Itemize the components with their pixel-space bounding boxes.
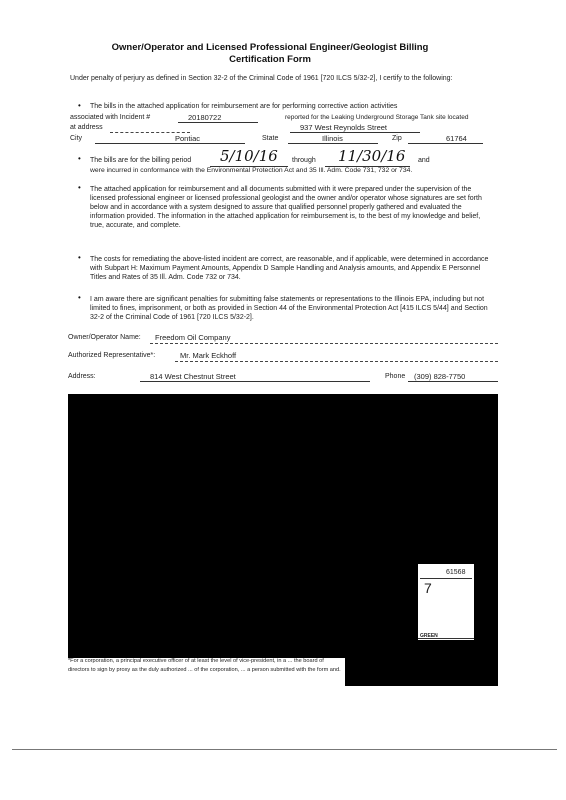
address-label: at address <box>70 124 103 131</box>
phone-line <box>408 381 498 382</box>
bullet4-text: The costs for remediating the above-listed incident are correct, are reasonable, and if applicable, were determined in accordance with Subpart H: Maximum Payment Amounts, Appendix D Sample Handling and Analysis amounts, and Appendix E Personnel Titles and Rates of 35 Ill. Adm. Code 732 or 734. <box>90 256 489 281</box>
form-title-line2: Certification Form <box>229 54 311 65</box>
city-value: Pontiac <box>175 134 201 143</box>
form-title-line1: Owner/Operator and Licensed Professional Engineer/Geologist Billing <box>111 42 429 53</box>
state-label: State <box>262 135 279 142</box>
incident-number: 20180722 <box>188 113 222 122</box>
zip-label: Zip <box>392 135 402 142</box>
owner-name-value: Freedom Oil Company <box>155 333 231 342</box>
redaction-block <box>474 564 498 686</box>
state-value: Illinois <box>322 134 343 143</box>
bullet-marker: • <box>78 183 81 192</box>
bullet-marker: • <box>78 101 81 110</box>
address-underline <box>290 132 420 133</box>
city-underline <box>95 143 245 144</box>
footnote-text: *For a corporation, a principal executive officer of at least the level of vice-president, in a ... the board of directors to sign by proxy as the duly authorized ... of the corporation, ... a person submitted with the form and. <box>68 658 341 673</box>
rep-value: Mr. Mark Eckhoff <box>180 351 237 360</box>
redacted-zip-fragment: 61568 <box>446 569 466 576</box>
bullet1-incident-label: associated with Incident # <box>70 114 151 121</box>
owner-address-value: 814 West Chestnut Street <box>150 372 236 381</box>
owner-name-label: Owner/Operator Name: <box>68 334 141 341</box>
rep-label: Authorized Representative*: <box>68 352 156 359</box>
owner-name-line <box>150 343 498 344</box>
address-dash <box>110 132 190 133</box>
redaction-block <box>345 640 475 686</box>
zip-underline <box>408 143 483 144</box>
page-bottom-rule <box>12 749 557 750</box>
intro-text: Under penalty of perjury as defined in Section 32-2 of the Criminal Code of 1961 [720 ILCS 5/32-2], I certify to the following: <box>70 75 453 82</box>
through-label: through <box>292 157 316 164</box>
bullet3-text: The attached application for reimbursement and all documents submitted with it were prepared under the supervision of the licensed professional engineer or licensed professional geologist and the owner and/or operator whose signatures are set forth below and in accordance with a system designed to assure that qualified personnel properly gathered and evaluated the information provided. The information in the attached application for reimbursement is, to the best of my knowledge and belief, true, accurate, and complete. <box>90 186 482 229</box>
owner-address-line <box>140 381 370 382</box>
billing-period-label: The bills are for the billing period <box>90 157 192 164</box>
phone-value: (309) 828-7750 <box>414 372 466 381</box>
bullet-marker: • <box>78 154 81 163</box>
redaction-block <box>68 394 498 564</box>
redacted-stamp-fragment: 7 <box>424 580 432 596</box>
bullet2-line2: were incurred in conformance with the Environmental Protection Act and 35 Ill. Adm. Code 731, 732 or 734. <box>90 167 413 174</box>
city-label: City <box>70 135 83 142</box>
incident-underline <box>178 122 258 123</box>
bullet-marker: • <box>78 293 81 302</box>
and-label: and <box>418 157 430 164</box>
to-date-handwritten: 11/30/16 <box>338 147 406 165</box>
form-title <box>60 42 480 66</box>
zip-value: 61764 <box>446 134 467 143</box>
bullet1-line1: The bills in the attached application for reimbursement are for performing corrective action activities <box>90 103 398 110</box>
from-date-handwritten: 5/10/16 <box>220 147 278 165</box>
redacted-field-line <box>420 578 472 579</box>
site-address: 937 West Reynolds Street <box>300 123 387 132</box>
rep-line <box>175 361 498 362</box>
stamp-line <box>418 638 474 639</box>
address2-label: Address: <box>68 373 96 380</box>
bullet-marker: • <box>78 253 81 262</box>
green-stamp-label: GREEN <box>420 633 438 639</box>
bullet1-site-text: reported for the Leaking Underground Storage Tank site located <box>285 114 469 121</box>
phone-label: Phone <box>385 373 406 380</box>
bullet5-text: I am aware there are significant penalties for submitting false statements or representations to the Illinois EPA, including but not limited to fines, imprisonment, or both as provided in Section 44 of the Environmental Protection Act [415 ILCS 5/44] and Section 32-2 of the Criminal Code of 1961 [720 ILCS 5/32-2]. <box>90 296 488 321</box>
state-underline <box>288 143 378 144</box>
